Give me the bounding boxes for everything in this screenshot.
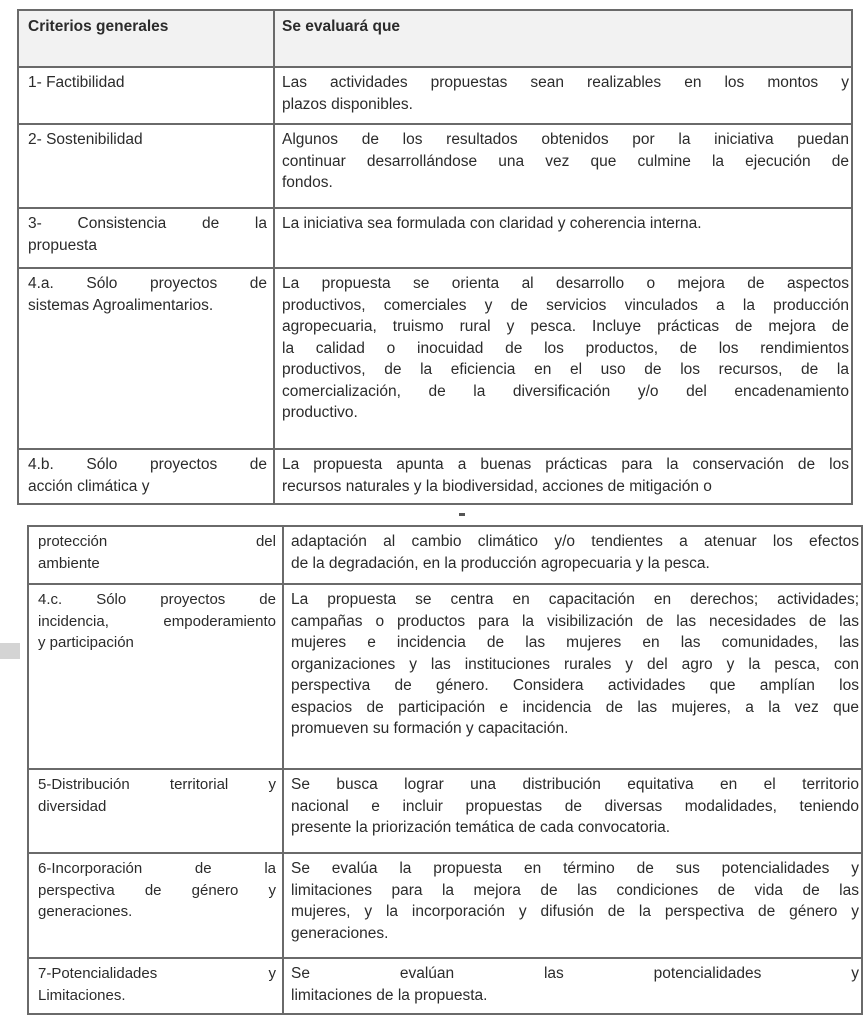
evaluation-text-line: agropecuaria, truismo rural y pesca. Incluye prácticas de mejora de (282, 318, 849, 335)
criterion-text-line: acción climática y (28, 477, 150, 495)
criterion-text-line: 5-Distribución territorial y (38, 776, 276, 793)
criterion-text-line: sistemas Agroalimentarios. (28, 296, 214, 314)
evaluation-cell (282, 770, 861, 854)
evaluation-cell (282, 854, 861, 959)
criterion-cell (19, 125, 273, 209)
table-header-row (19, 11, 851, 68)
criterion-text-line: 4.b. Sólo proyectos de (28, 456, 267, 473)
evaluation-text-line: plazos disponibles. (282, 95, 413, 113)
table-row (29, 583, 861, 770)
criterion-cell (29, 770, 282, 854)
criterion-text-line: ambiente (38, 554, 100, 572)
criterion-text-line: incidencia, empoderamiento (38, 612, 276, 630)
evaluation-text-line: mujeres, y la incorporación y difusión de la perspectiva de género y (291, 903, 859, 920)
evaluation-cell (273, 269, 851, 450)
evaluation-text-line: promueven su formación y capacitación. (291, 720, 569, 737)
table-row (29, 768, 861, 854)
evaluation-cell (282, 585, 861, 770)
evaluation-text-line: adaptación al cambio climático y/o tendientes a atenuar los efectos (291, 533, 859, 550)
evaluation-text-line: mujeres e incidencia de las mujeres en las comunidades, las (291, 634, 859, 651)
evaluation-text-line: Se evalúa la propuesta en término de sus potencialidades y (291, 860, 859, 877)
header-criterios-generales: Criterios generales (28, 18, 169, 35)
criterion-text-line: Limitaciones. (38, 986, 126, 1004)
evaluation-text-line: Se busca lograr una distribución equitativa en el territorio (291, 776, 859, 793)
criterion-text-line: propuesta (28, 236, 97, 254)
criterion-cell (29, 854, 282, 959)
evaluation-text-line: perspectiva de género. Considera actividades que amplían los (291, 677, 859, 694)
criterion-cell (19, 450, 273, 505)
table-row (19, 66, 851, 125)
evaluation-cell (273, 125, 851, 209)
evaluation-text-line: espacios de participación e incidencia de las mujeres, a la vez que (291, 698, 859, 716)
table-row (19, 267, 851, 450)
table-row (29, 852, 861, 959)
criterion-cell (29, 585, 282, 770)
evaluation-text-line: productivos, comerciales y de servicios vinculados a la producción (282, 296, 849, 314)
evaluation-text-line: Las actividades propuestas sean realizables en los montos y (282, 74, 849, 91)
criterion-text-line: 2- Sostenibilidad (28, 131, 143, 148)
table-row (19, 207, 851, 269)
criteria-table-part-2 (27, 525, 863, 1015)
evaluation-text-line: limitaciones para la mejora de las condiciones de vida de las (291, 881, 859, 899)
evaluation-text-line: Algunos de los resultados obtenidos por la iniciativa puedan (282, 131, 849, 148)
criterion-text-line: 3- Consistencia de la (28, 215, 267, 232)
criterion-cell (19, 68, 273, 125)
evaluation-text-line: limitaciones de la propuesta. (291, 986, 488, 1004)
table-row (19, 123, 851, 209)
evaluation-cell (273, 68, 851, 125)
criteria-table-part-1 (17, 9, 853, 505)
criterion-text-line: diversidad (38, 797, 107, 815)
criterion-cell (19, 209, 273, 269)
criterion-text-line: 6-Incorporación de la (38, 860, 276, 877)
evaluation-text-line: fondos. (282, 174, 333, 191)
evaluation-text-line: La propuesta se centra en capacitación en derechos; actividades; (291, 591, 859, 608)
criterion-text-line: 4.c. Sólo proyectos de (38, 591, 276, 608)
evaluation-text-line: continuar desarrollándose una vez que culmine la ejecución de (282, 152, 849, 170)
evaluation-text-line: campañas o productos para la visibilización de las necesidades de las (291, 612, 859, 630)
evaluation-text-line: generaciones. (291, 924, 389, 942)
criterion-text-line: 1- Factibilidad (28, 74, 125, 91)
side-gray-marker (0, 643, 20, 659)
evaluation-text-line: de la degradación, en la producción agropecuaria y la pesca. (291, 554, 710, 572)
criterion-cell (29, 959, 282, 1013)
evaluation-text-line: La iniciativa sea formulada con claridad y coherencia interna. (282, 215, 702, 232)
evaluation-cell (282, 959, 861, 1013)
evaluation-text-line: organizaciones y las instituciones rurales y del agro y la pesca, con (291, 655, 859, 673)
evaluation-text-line: productivos, de la eficiencia en el uso de los recursos, de la (282, 361, 849, 378)
criterion-text-line: y participación (38, 634, 134, 651)
criterion-text-line: perspectiva de género y (38, 881, 276, 899)
criterion-text-line: protección del (38, 533, 276, 550)
criterion-text-line: 7-Potencialidades y (38, 965, 276, 982)
evaluation-text-line: recursos naturales y la biodiversidad, acciones de mitigación o (282, 477, 712, 495)
evaluation-text-line: productivo. (282, 404, 358, 421)
header-se-evaluara-que: Se evaluará que (273, 11, 851, 68)
evaluation-text-line: La propuesta apunta a buenas prácticas para la conservación de los (282, 456, 849, 473)
criterion-cell (29, 527, 282, 585)
table-row (29, 527, 861, 585)
evaluation-text-line: la calidad o inocuidad de los productos, de los rendimientos (282, 339, 849, 357)
evaluation-cell (273, 209, 851, 269)
evaluation-text-line: presente la priorización temática de cada convocatoria. (291, 819, 671, 836)
page-break-dash (459, 513, 465, 516)
criterion-cell (19, 269, 273, 450)
evaluation-cell (282, 527, 861, 585)
evaluation-text-line: Se evalúan las potencialidades y (291, 965, 859, 982)
evaluation-text-line: La propuesta se orienta al desarrollo o mejora de aspectos (282, 275, 849, 292)
evaluation-cell (273, 450, 851, 505)
evaluation-text-line: nacional e incluir propuestas de diversas modalidades, teniendo (291, 797, 859, 815)
table-row (29, 957, 861, 1013)
evaluation-text-line: comercialización, de la diversificación y/o del encadenamiento (282, 382, 849, 400)
table-row (19, 448, 851, 505)
criterion-text-line: 4.a. Sólo proyectos de (28, 275, 267, 292)
criterion-text-line: generaciones. (38, 903, 133, 920)
